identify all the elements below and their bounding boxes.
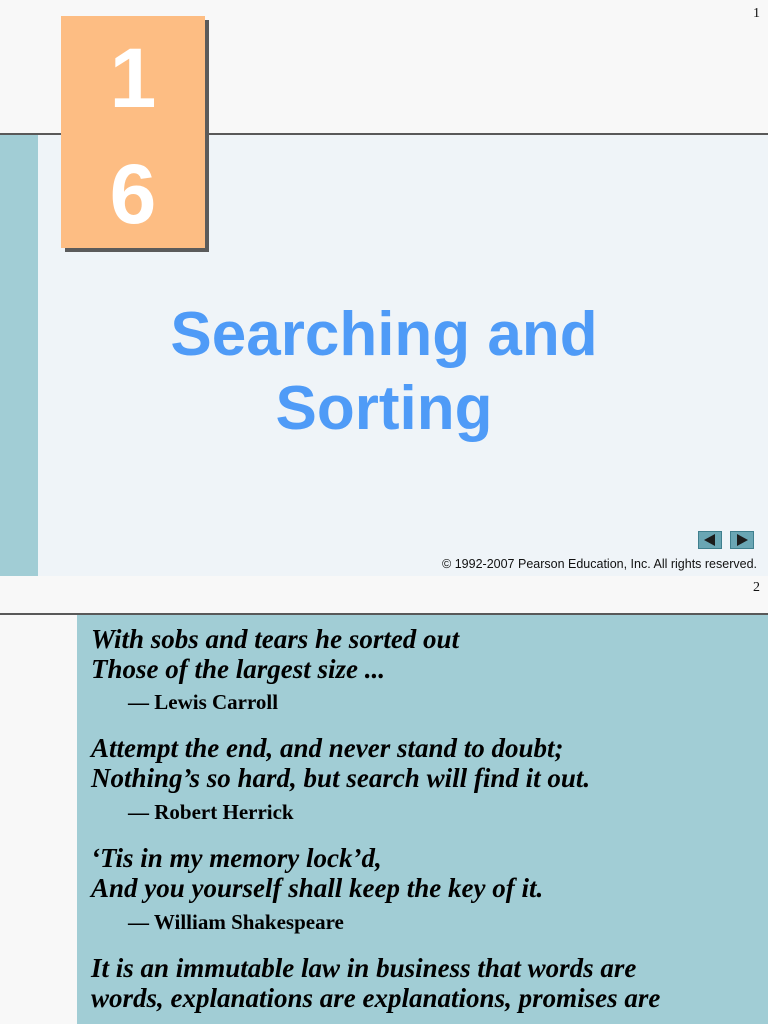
quote-line: words, explanations are explanations, promises are xyxy=(91,983,661,1013)
page-number: 1 xyxy=(753,6,760,21)
quote-author: — Robert Herrick xyxy=(128,800,294,824)
title-line-1: Searching and xyxy=(170,300,598,369)
previous-slide-button[interactable] xyxy=(698,531,722,549)
copyright-notice: © 1992-2007 Pearson Education, Inc. All rights reserved. xyxy=(442,557,757,571)
quote-line: Those of the largest size ... xyxy=(91,654,385,684)
side-accent-bar xyxy=(0,135,38,576)
quote-4 xyxy=(91,953,761,1013)
page-number: 2 xyxy=(753,580,760,595)
quote-line: With sobs and tears he sorted out xyxy=(91,624,460,654)
title-line-2: Sorting xyxy=(275,374,493,443)
chapter-number-box xyxy=(61,16,205,248)
slide-title xyxy=(60,298,708,446)
quote-3 xyxy=(91,843,761,903)
quote-line: Attempt the end, and never stand to doubt; xyxy=(91,733,564,763)
triangle-right-icon xyxy=(731,532,753,548)
quote-1 xyxy=(91,624,761,684)
quote-line: And you yourself shall keep the key of it. xyxy=(91,873,544,903)
quote-author: — Lewis Carroll xyxy=(128,690,279,714)
chapter-digit-2: 6 xyxy=(109,147,157,241)
quotes-slide xyxy=(0,576,768,1024)
quote-line: It is an immutable law in business that words are xyxy=(91,953,637,983)
quote-2 xyxy=(91,733,761,793)
triangle-left-icon xyxy=(699,532,721,548)
quote-line: Nothing’s so hard, but search will find it out. xyxy=(91,763,591,793)
quote-author: — William Shakespeare xyxy=(128,910,344,934)
chapter-digit-1: 1 xyxy=(109,31,157,125)
quote-line: ‘Tis in my memory lock’d, xyxy=(91,843,382,873)
next-slide-button[interactable] xyxy=(730,531,754,549)
